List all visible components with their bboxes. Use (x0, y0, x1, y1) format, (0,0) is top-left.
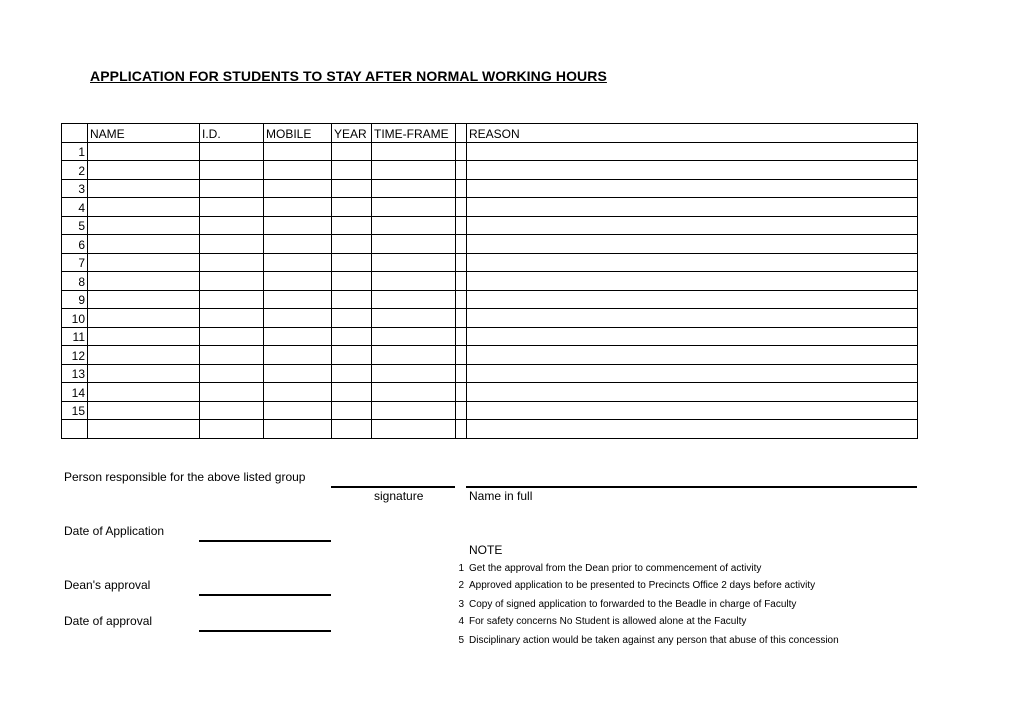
table-cell[interactable] (467, 290, 918, 309)
row-number: 6 (62, 235, 88, 254)
table-cell[interactable] (264, 383, 332, 402)
table-cell[interactable] (88, 346, 200, 365)
table-cell[interactable] (456, 179, 467, 198)
deans-approval-label: Dean's approval (64, 578, 151, 592)
note-number: 2 (458, 580, 464, 591)
table-cell[interactable] (200, 272, 264, 291)
table-cell[interactable] (88, 142, 200, 161)
table-cell[interactable] (456, 216, 467, 235)
note-text: For safety concerns No Student is allowed alone at the Faculty (469, 616, 747, 627)
table-cell[interactable] (264, 161, 332, 180)
table-cell[interactable] (264, 401, 332, 420)
person-responsible-label: Person responsible for the above listed group (64, 470, 306, 484)
table-row (62, 401, 918, 420)
table-cell[interactable] (456, 161, 467, 180)
table-cell[interactable] (467, 253, 918, 272)
table-cell[interactable] (88, 364, 200, 383)
table-cell[interactable] (467, 383, 918, 402)
row-number: 12 (62, 346, 88, 365)
table-row (62, 364, 918, 383)
table-cell[interactable] (200, 142, 264, 161)
table-cell[interactable] (88, 327, 200, 346)
table-row (62, 327, 918, 346)
table-cell[interactable] (372, 216, 456, 235)
column-header-year: YEAR (332, 124, 372, 143)
table-row (62, 179, 918, 198)
column-header (62, 124, 88, 143)
form-title: APPLICATION FOR STUDENTS TO STAY AFTER NORMAL WORKING HOURS (90, 68, 607, 84)
note-text: Disciplinary action would be taken against any person that abuse of this concession (469, 635, 839, 646)
table-cell[interactable] (372, 327, 456, 346)
row-number: 15 (62, 401, 88, 420)
table-cell[interactable] (88, 290, 200, 309)
row-number: 5 (62, 216, 88, 235)
table-cell[interactable] (332, 290, 372, 309)
table-cell[interactable] (456, 198, 467, 217)
row-number: 10 (62, 309, 88, 328)
row-number: 1 (62, 142, 88, 161)
signature-label: signature (374, 489, 424, 503)
table-cell[interactable] (88, 253, 200, 272)
row-number: 4 (62, 198, 88, 217)
table-cell[interactable] (372, 346, 456, 365)
name-in-full-label: Name in full (469, 489, 533, 503)
table-row (62, 290, 918, 309)
table-cell[interactable] (332, 346, 372, 365)
row-number: 8 (62, 272, 88, 291)
date-of-approval-line[interactable] (199, 630, 331, 632)
table-cell[interactable] (456, 346, 467, 365)
row-number: 13 (62, 364, 88, 383)
table-row (62, 142, 918, 161)
table-cell[interactable] (200, 309, 264, 328)
date-of-application-label: Date of Application (64, 524, 165, 538)
table-cell[interactable] (456, 420, 467, 439)
column-header (456, 124, 467, 143)
column-header-id: I.D. (200, 124, 264, 143)
column-header-reason: REASON (467, 124, 918, 143)
row-number: 2 (62, 161, 88, 180)
table-cell[interactable] (264, 142, 332, 161)
table-cell[interactable] (467, 346, 918, 365)
row-number: 11 (62, 327, 88, 346)
date-of-approval-label: Date of approval (64, 614, 153, 628)
table-cell[interactable] (200, 235, 264, 254)
table-cell[interactable] (332, 198, 372, 217)
table-row (62, 346, 918, 365)
table-cell[interactable] (372, 179, 456, 198)
table-cell[interactable] (467, 364, 918, 383)
table-cell[interactable] (200, 179, 264, 198)
table-cell[interactable] (200, 216, 264, 235)
table-cell[interactable] (332, 142, 372, 161)
table-cell[interactable] (467, 161, 918, 180)
note-number: 3 (458, 599, 464, 610)
note-text: Get the approval from the Dean prior to commencement of activity (469, 563, 762, 574)
table-cell[interactable] (467, 420, 918, 439)
note-number: 1 (458, 563, 464, 574)
table-cell[interactable] (372, 161, 456, 180)
table-cell[interactable] (332, 401, 372, 420)
table-row (62, 309, 918, 328)
table-cell[interactable] (264, 272, 332, 291)
table-cell[interactable] (467, 327, 918, 346)
table-cell[interactable] (456, 235, 467, 254)
table-cell[interactable] (264, 364, 332, 383)
note-heading: NOTE (469, 543, 503, 557)
table-cell[interactable] (372, 235, 456, 254)
column-header-mobile: MOBILE (264, 124, 332, 143)
table-cell[interactable] (88, 383, 200, 402)
table-cell[interactable] (264, 290, 332, 309)
table-cell[interactable] (200, 290, 264, 309)
signature-line[interactable] (331, 486, 455, 488)
table-cell[interactable] (264, 309, 332, 328)
table-cell[interactable] (88, 235, 200, 254)
table-cell[interactable] (88, 216, 200, 235)
table-cell[interactable] (264, 179, 332, 198)
table-cell[interactable] (467, 198, 918, 217)
table-cell[interactable] (88, 179, 200, 198)
table-cell[interactable] (332, 272, 372, 291)
table-cell[interactable] (332, 235, 372, 254)
table-cell[interactable] (332, 253, 372, 272)
table-cell[interactable] (372, 309, 456, 328)
note-text: Copy of signed application to forwarded to the Beadle in charge of Faculty (469, 599, 797, 610)
table-row (62, 253, 918, 272)
table-cell[interactable] (264, 253, 332, 272)
table-cell[interactable] (264, 420, 332, 439)
table-cell[interactable] (372, 420, 456, 439)
table-cell[interactable] (332, 383, 372, 402)
table-cell[interactable] (88, 401, 200, 420)
deans-approval-line[interactable] (199, 594, 331, 596)
row-number: 3 (62, 179, 88, 198)
table-cell[interactable] (264, 327, 332, 346)
table-cell[interactable] (332, 161, 372, 180)
table-cell[interactable] (332, 327, 372, 346)
table-row (62, 235, 918, 254)
table-row (62, 272, 918, 291)
table-cell[interactable] (88, 420, 200, 439)
column-header-time-frame: TIME-FRAME (372, 124, 456, 143)
table-cell[interactable] (456, 253, 467, 272)
table-cell[interactable] (200, 346, 264, 365)
table-cell[interactable] (332, 420, 372, 439)
table-cell[interactable] (467, 216, 918, 235)
table-cell[interactable] (88, 198, 200, 217)
table-cell[interactable] (467, 309, 918, 328)
name-in-full-line[interactable] (466, 486, 917, 488)
table-cell[interactable] (456, 327, 467, 346)
table-cell[interactable] (200, 198, 264, 217)
note-text: Approved application to be presented to Precincts Office 2 days before activity (469, 580, 816, 591)
table-cell[interactable] (200, 327, 264, 346)
table-cell[interactable] (372, 401, 456, 420)
note-number: 4 (458, 616, 464, 627)
table-cell[interactable] (200, 383, 264, 402)
table-cell[interactable] (200, 253, 264, 272)
table-cell[interactable] (372, 272, 456, 291)
table-cell[interactable] (456, 142, 467, 161)
table-cell[interactable] (200, 161, 264, 180)
table-cell[interactable] (467, 142, 918, 161)
table-cell[interactable] (372, 364, 456, 383)
table-cell[interactable] (467, 179, 918, 198)
table-cell[interactable] (88, 161, 200, 180)
table-cell[interactable] (467, 272, 918, 291)
table-cell[interactable] (372, 290, 456, 309)
table-row (62, 420, 918, 439)
table-cell[interactable] (200, 420, 264, 439)
table-cell[interactable] (456, 272, 467, 291)
table-cell[interactable] (264, 198, 332, 217)
table-cell[interactable] (200, 401, 264, 420)
table-row (62, 161, 918, 180)
row-number (62, 420, 88, 439)
table-cell[interactable] (372, 142, 456, 161)
table-cell[interactable] (456, 383, 467, 402)
table-cell[interactable] (264, 216, 332, 235)
table-row (62, 216, 918, 235)
note-number: 5 (458, 635, 464, 646)
table-cell[interactable] (264, 235, 332, 254)
table-cell[interactable] (332, 216, 372, 235)
table-cell[interactable] (467, 235, 918, 254)
table-cell[interactable] (456, 401, 467, 420)
date-of-application-line[interactable] (199, 540, 331, 542)
table-cell[interactable] (467, 401, 918, 420)
table-cell[interactable] (88, 309, 200, 328)
table-cell[interactable] (332, 364, 372, 383)
table-header-row (62, 124, 918, 143)
table-cell[interactable] (456, 309, 467, 328)
table-cell[interactable] (200, 364, 264, 383)
table-cell[interactable] (372, 198, 456, 217)
column-header-name: NAME (88, 124, 200, 143)
table-cell[interactable] (456, 364, 467, 383)
table-cell[interactable] (332, 309, 372, 328)
row-number: 14 (62, 383, 88, 402)
table-cell[interactable] (88, 272, 200, 291)
row-number: 7 (62, 253, 88, 272)
row-number: 9 (62, 290, 88, 309)
table-cell[interactable] (332, 179, 372, 198)
table-row (62, 383, 918, 402)
table-row (62, 198, 918, 217)
table-cell[interactable] (372, 253, 456, 272)
table-cell[interactable] (456, 290, 467, 309)
table-cell[interactable] (264, 346, 332, 365)
student-table (61, 123, 918, 439)
table-cell[interactable] (372, 383, 456, 402)
